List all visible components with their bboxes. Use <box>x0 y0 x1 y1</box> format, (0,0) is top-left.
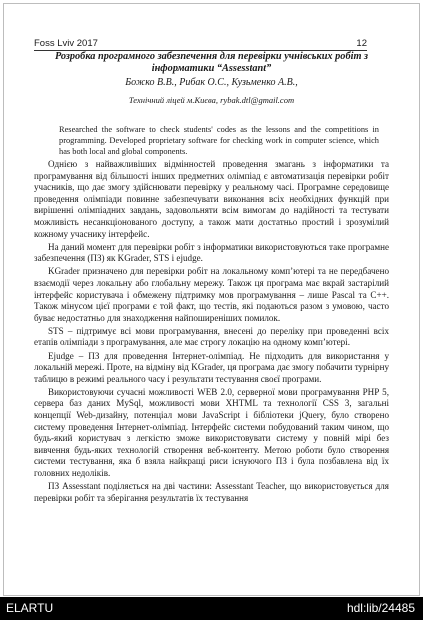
body-paragraph: STS – підтримує всі мови програмування, внесені до переліку при проведенні всіх етапів олімпіади з програмування, але має строгу локацію на одному комп’ютері. <box>34 325 389 348</box>
viewer-footer-bar <box>0 597 423 620</box>
body-paragraph: Однією з найважливіших відмінностей проведення змагань з інформатики та програмування від більшості інших предметних олімпіад є автоматизація перевірки робіт учасників, що дає змогу здійснювати перевірку у реальному часі. Програмне середовище проведення олімпіади повинне забезпечувати виконання всіх необхідних функцій при вирішенні олімпіадних завдань, задовольняти всім вимогам до надійності та тестувати можливість несанкціонованого доступу, а також мати достатньо простий і зрозумілий кожному учаснику інтерфейс. <box>34 159 389 239</box>
body-paragraph: Використовуючи сучасні можливості WEB 2.0, серверної мови програмування PHP 5, сервера баз даних MySql, можливості мови XHTML та технології CSS 3, загальні концепції Web-дизайну, потенціал мови JavaScript і бібліотеки jQuery, було створено систему проведення Інтернет-олімпіад. Інтерфейс системи побудований таким чином, що будь-який користувач з легкістю зможе використовувати систему у повній мірі без вивчення будь-яких технологій створення веб-контенту. Метою роботи було створення системи тестування, яка б взяла найкращі риси існуючого ПЗ і була позбавлена від їх головних недоліків. <box>34 386 389 478</box>
body-paragraph: На даний момент для перевірки робіт з інформатики використовуються такe програмне забезпечення (ПЗ) як KGrader, STS і ejudge. <box>34 241 389 264</box>
paper-body <box>34 159 389 506</box>
body-paragraph: Ejudge – ПЗ для проведення Інтернет-олімпіад. Не підходить для використання у локальній мережі. Проте, на відміну від KGrader, ця програма дає змогу побачити турнірну таблицю в режимі реального часу і результати тестування своєї програми. <box>34 350 389 384</box>
handle-identifier[interactable]: hdl:lib/24485 <box>346 601 415 615</box>
running-header <box>34 38 367 51</box>
paper-affiliation: Технічний ліцей м.Києва, rybak.dtl@gmail.com <box>128 95 295 105</box>
body-paragraph: ПЗ Assesstant поділяється на дві частини: Assesstant Teacher, що використовується для перевірки робіт та зберігання результатів їх тестування <box>34 481 389 503</box>
repository-name[interactable]: ELARTU <box>6 601 54 615</box>
paper-abstract: Researched the software to check students' codes as the lessons and the competitions in programming. Developed proprietary software for checking work in computer science, which has both local and global components. <box>59 125 379 156</box>
conference-name: Foss Lviv 2017 <box>34 38 98 49</box>
paper-title: Розробка програмного забезпечення для перевірки учнівських робіт з інформатики “Assesstant” <box>54 51 369 74</box>
document-page <box>3 3 420 596</box>
page-number: 12 <box>356 38 367 49</box>
paper-authors: Божко В.В., Рибак О.С., Кузьменко А.В., <box>125 77 298 88</box>
body-paragraph: KGrader призначено для перевірки робіт на локальному комп’ютері та не передбачено взаємодії через локальну або глобальну мережу. Також ця програма має вкрай застарілий інтерфейс користувача і обмежену підтримку мов програмування – лише Pascal та C++. Також мінусом цієї програми є той факт, що тестів, які подаються разом з умовою, часто буває недостатньо для знаходження найпоширеніших помилок. <box>34 266 389 323</box>
